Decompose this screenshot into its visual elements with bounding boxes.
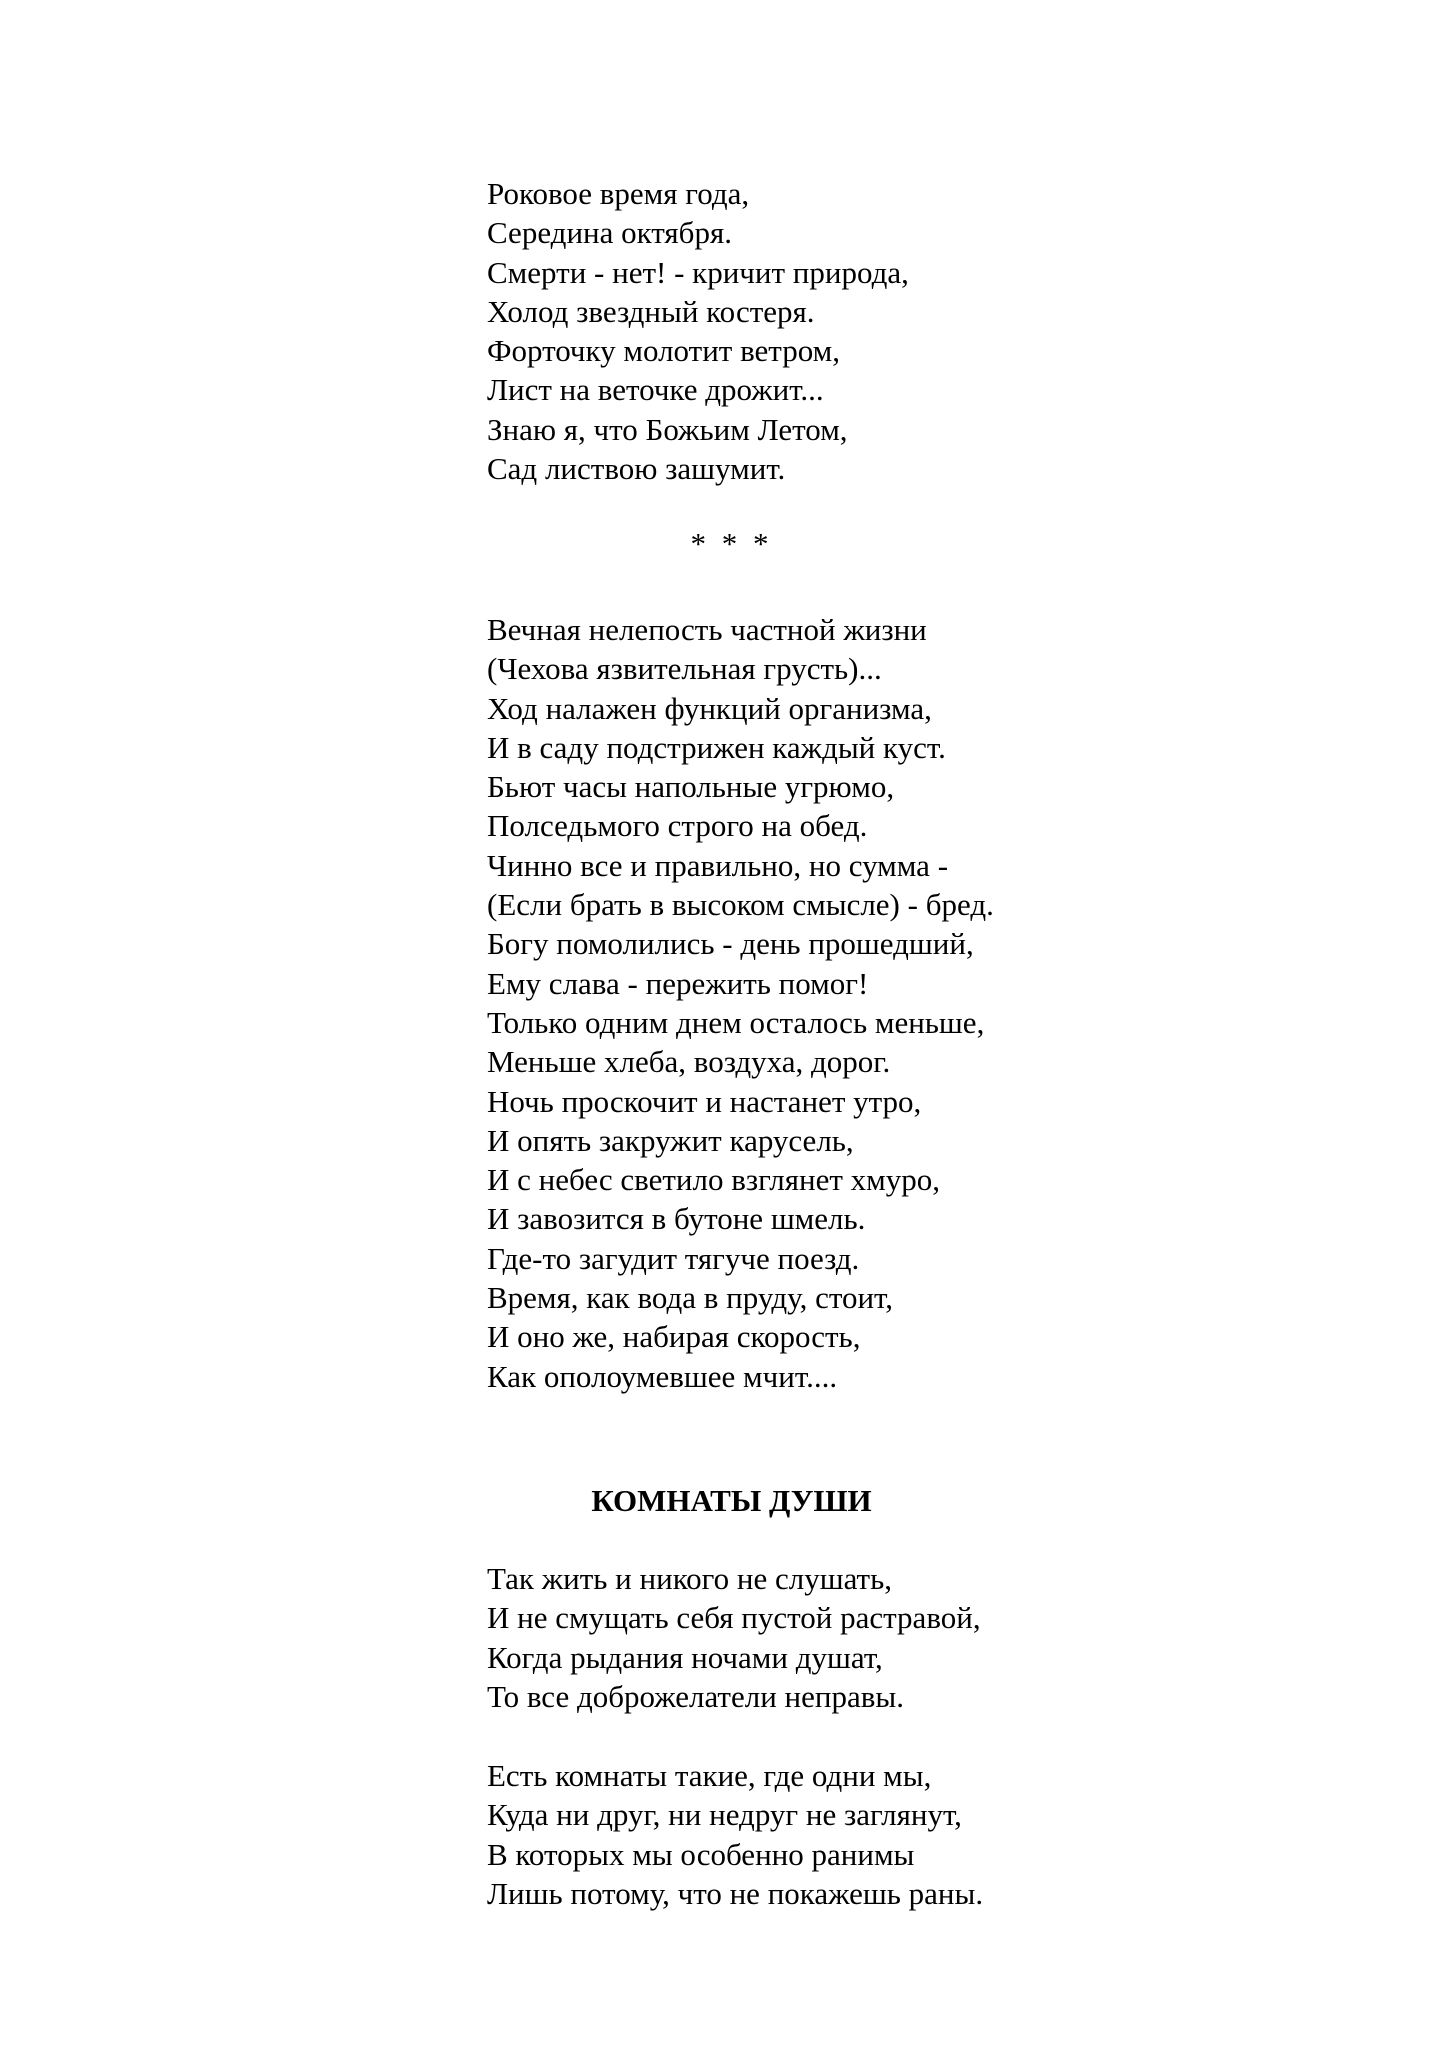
poem-line: Лишь потому, что не покажешь раны. — [487, 1875, 984, 1911]
poem-line: (Чехова язвительная грусть)... — [487, 651, 882, 687]
poem-line: Полседьмого строго на обед. — [487, 808, 868, 844]
poem-line: То все доброжелатели неправы. — [487, 1678, 904, 1714]
poem-line: И в саду подстрижен каждый куст. — [487, 729, 946, 765]
poem-stanza — [487, 1756, 1187, 1913]
poem-line: Знаю я, что Божьим Летом, — [487, 411, 848, 447]
poem-line: И с небес светило взглянет хмуро, — [487, 1162, 940, 1198]
poem-stanza — [487, 610, 1187, 1396]
poem-line: Форточку молотит ветром, — [487, 333, 841, 369]
poem-line: Богу помолились - день прошедший, — [487, 926, 974, 962]
poem-line: В которых мы особенно ранимы — [487, 1836, 915, 1872]
poem-line: Ночь проскочит и настанет утро, — [487, 1083, 922, 1119]
poem-line: И опять закружит карусель, — [487, 1122, 854, 1158]
poem-line: Вечная нелепость частной жизни — [487, 612, 927, 647]
poem-line: Смерти - нет! - кричит природа, — [487, 254, 909, 290]
poem-line: Ход налажен функций организма, — [487, 690, 932, 726]
poem-line: Ему слава - пережить помог! — [487, 965, 869, 1001]
section-separator: * * * — [690, 526, 773, 561]
poem-line: Время, как вода в пруду, стоит, — [487, 1280, 894, 1316]
poem-line: И не смущать себя пустой растравой, — [487, 1600, 981, 1636]
poem-line: Как ополоумевшее мчит.... — [487, 1358, 838, 1394]
poem-line: Чинно все и правильно, но сумма - — [487, 847, 949, 883]
poem-line: Меньше хлеба, воздуха, дорог. — [487, 1044, 891, 1080]
poem-line: Бьют часы напольные угрюмо, — [487, 769, 895, 805]
poem-line: Есть комнаты такие, где одни мы, — [487, 1758, 932, 1793]
poem-line: Где-то загудит тягуче поезд. — [487, 1240, 860, 1276]
poem-line: (Если брать в высоком смысле) - бред. — [487, 887, 994, 923]
poem-line: Холод звездный костеря. — [487, 293, 815, 329]
poem-line: Так жить и никого не слушать, — [487, 1561, 892, 1596]
poem-stanza — [487, 174, 1187, 488]
poem-line: Роковое время года, — [487, 176, 750, 211]
poem-line: И оно же, набирая скорость, — [487, 1319, 861, 1355]
poem-line: Лист на веточке дрожит... — [487, 372, 824, 408]
poem-title: КОМНАТЫ ДУШИ — [591, 1483, 872, 1518]
poem-line: Куда ни друг, ни недруг не заглянут, — [487, 1797, 962, 1833]
poem-line: Только одним днем осталось меньше, — [487, 1004, 985, 1040]
poem-line: Сад листвою зашумит. — [487, 451, 786, 487]
poem-line: Середина октября. — [487, 215, 732, 251]
poem-stanza — [487, 1559, 1187, 1716]
poem-line: Когда рыдания ночами душат, — [487, 1639, 883, 1675]
poem-line: И завозится в бутоне шмель. — [487, 1201, 866, 1237]
